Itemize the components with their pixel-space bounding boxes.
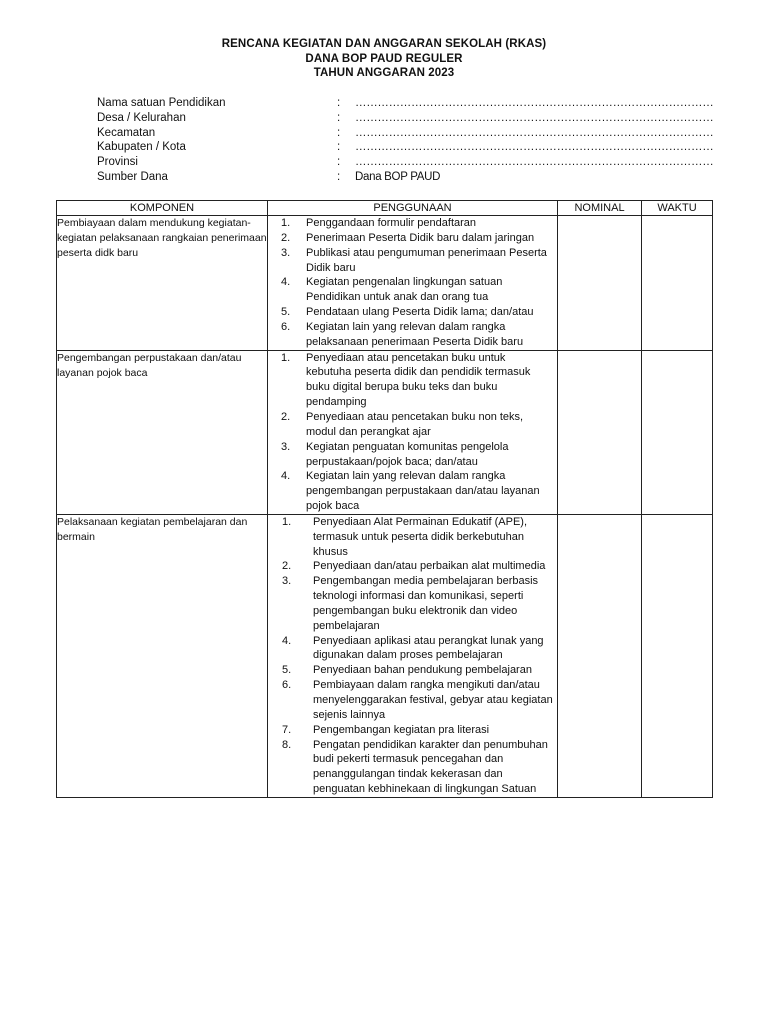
list-item: 3. Publikasi atau pengumuman penerimaan Peserta Didik baru xyxy=(281,246,547,274)
nominal-cell xyxy=(558,216,642,351)
info-row-nama-satuan xyxy=(97,96,714,111)
penggunaan-list xyxy=(268,351,557,514)
list-item: 6. Kegiatan lain yang relevan dalam rangka pelaksanaan penerimaan Peserta Didik baru xyxy=(281,320,524,348)
penggunaan-list xyxy=(268,216,557,350)
list-item: 7. Pengembangan kegiatan pra literasi xyxy=(282,723,490,736)
penggunaan-cell xyxy=(268,350,558,514)
info-label: Desa / Kelurahan xyxy=(97,111,186,124)
info-row-kabupaten xyxy=(97,140,714,155)
info-colon: : xyxy=(337,97,341,109)
info-colon: : xyxy=(337,156,341,169)
list-item: 5. Pendataan ulang Peserta Didik lama; dan/atau xyxy=(281,306,534,319)
info-label: Kabupaten / Kota xyxy=(97,141,186,154)
info-value: …………………………………………………………………………………… xyxy=(355,97,714,109)
list-item: 3. Pengembangan media pembelajaran berbasis teknologi informasi dan komunikasi, seperti pengembangan buku elektronik dan video pembelajaran xyxy=(282,575,539,632)
waktu-cell xyxy=(642,350,713,514)
header-penggunaan: PENGGUNAAN xyxy=(268,201,558,216)
info-row-sumber-dana xyxy=(97,170,677,185)
document-header xyxy=(0,37,768,81)
info-value: …………………………………………………………………………………… xyxy=(355,111,714,124)
list-item: 5. Penyediaan bahan pendukung pembelajaran xyxy=(282,664,532,677)
list-item: 8. Pengatan pendidikan karakter dan penumbuhan budi pekerti termasuk pencegahan dan penanggulangan tindak kekerasan dan penguatan kebhinekaan di lingkungan Satuan xyxy=(282,738,548,796)
table-header-row xyxy=(57,201,713,216)
komponen-cell: Pelaksanaan kegiatan pembelajaran dan bermain xyxy=(57,514,268,797)
rkas-table xyxy=(56,200,713,798)
document-year: TAHUN ANGGARAN 2023 xyxy=(313,67,455,79)
header-waktu: WAKTU xyxy=(642,201,713,216)
list-item: 2. Penyediaan dan/atau perbaikan alat multimedia xyxy=(282,560,546,573)
waktu-cell xyxy=(642,216,713,351)
list-item: 1. Penyediaan Alat Permainan Edukatif (APE), termasuk untuk peserta didik berkebutuhan khusus xyxy=(282,515,528,558)
table-row xyxy=(57,514,713,797)
school-info xyxy=(97,96,714,185)
list-item: 4. Penyediaan aplikasi atau perangkat lunak yang digunakan dalam proses pembelajaran xyxy=(282,634,544,662)
info-row-provinsi xyxy=(97,155,714,170)
list-item: 1. Penggandaan formulir pendaftaran xyxy=(281,217,477,229)
nominal-cell xyxy=(558,350,642,514)
info-row-desa xyxy=(97,111,714,126)
document-title: RENCANA KEGIATAN DAN ANGGARAN SEKOLAH (RKAS) xyxy=(221,38,547,50)
list-item: 2. Penyediaan atau pencetakan buku non teks, modul dan perangkat ajar xyxy=(281,410,524,438)
info-label: Provinsi xyxy=(97,156,138,169)
header-nominal: NOMINAL xyxy=(558,201,642,216)
info-label: Sumber Dana xyxy=(97,170,168,183)
info-colon: : xyxy=(337,141,341,154)
info-label: Nama satuan Pendidikan xyxy=(97,97,226,109)
header-komponen: KOMPONEN xyxy=(57,201,268,216)
info-row-kecamatan xyxy=(97,126,714,141)
info-colon: : xyxy=(337,111,341,124)
info-value: …………………………………………………………………………………… xyxy=(355,126,714,139)
info-label: Kecamatan xyxy=(97,126,156,139)
waktu-cell xyxy=(642,514,713,797)
komponen-cell: Pengembangan perpustakaan dan/atau layanan pojok baca xyxy=(57,350,268,514)
info-colon: : xyxy=(337,170,341,183)
list-item: 4. Kegiatan pengenalan lingkungan satuan Pendidikan untuk anak dan orang tua xyxy=(281,276,503,304)
info-value: Dana BOP PAUD xyxy=(355,170,441,183)
list-item: 3. Kegiatan penguatan komunitas pengelola perpustakaan/pojok baca; dan/atau xyxy=(281,440,509,468)
penggunaan-cell xyxy=(268,216,558,351)
info-value: …………………………………………………………………………………… xyxy=(355,156,714,169)
list-item: 2. Penerimaan Peserta Didik baru dalam jaringan xyxy=(281,231,535,244)
document-subtitle: DANA BOP PAUD REGULER xyxy=(305,52,463,65)
table-row xyxy=(57,350,713,514)
table-row xyxy=(57,216,713,351)
list-item: 1. Penyediaan atau pencetakan buku untuk kebutuha peserta didik dan pendidik termasuk buku digital berupa buku teks dan buku pendamping xyxy=(281,351,531,409)
list-item: 6. Pembiayaan dalam rangka mengikuti dan/atau menyelenggarakan festival, gebyar atau kegiatan sejenis lainnya xyxy=(282,679,553,721)
list-item: 4. Kegiatan lain yang relevan dalam rangka pengembangan perpustakaan dan/atau layanan pojok baca xyxy=(281,470,540,513)
info-value: …………………………………………………………………………………… xyxy=(355,141,714,154)
penggunaan-cell xyxy=(268,514,558,797)
nominal-cell xyxy=(558,514,642,797)
info-colon: : xyxy=(337,126,341,139)
penggunaan-list xyxy=(268,515,557,797)
komponen-cell: Pembiayaan dalam mendukung kegiatan-kegiatan pelaksanaan rangkaian penerimaan peserta didk baru xyxy=(57,216,268,351)
